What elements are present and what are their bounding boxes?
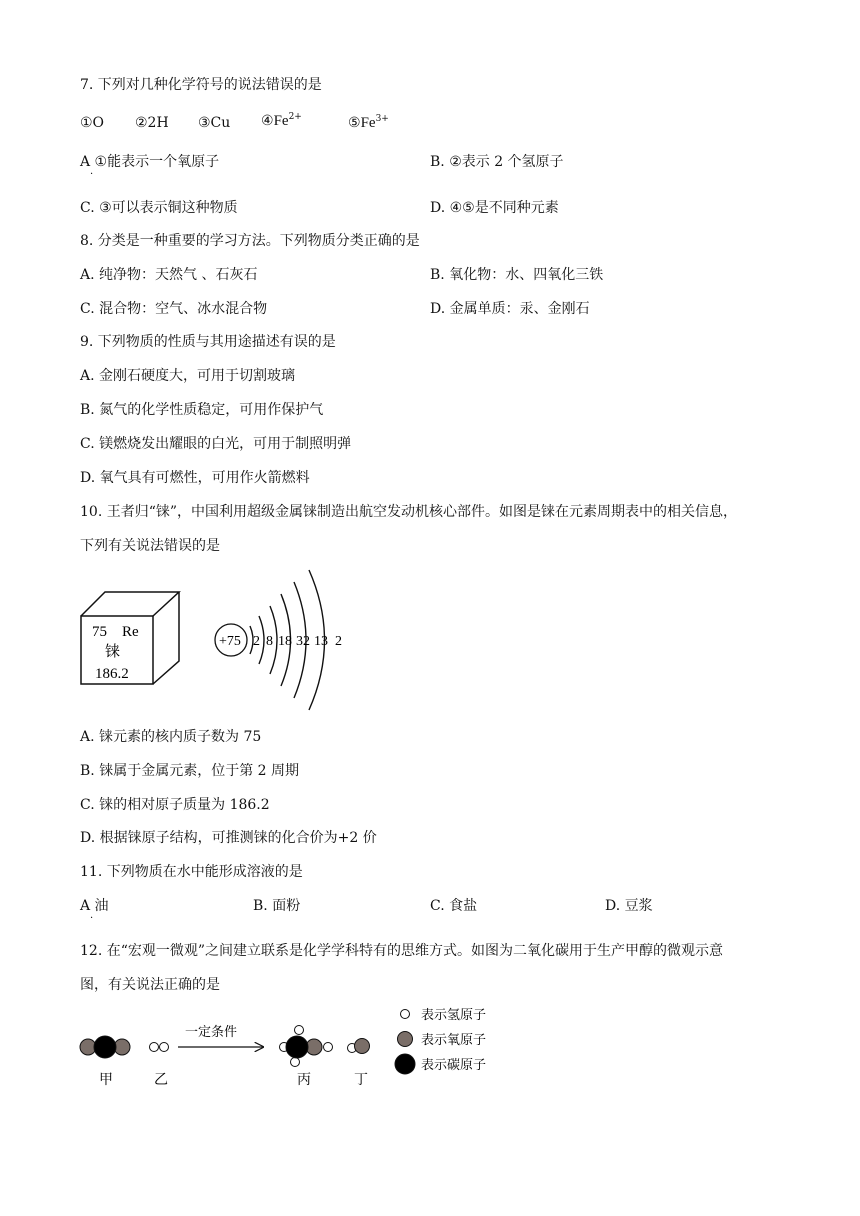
- q8-stem: 8. 分类是一种重要的学习方法。下列物质分类正确的是: [80, 233, 420, 249]
- q10-option-c: C. 铼的相对原子质量为 186.2: [80, 797, 270, 813]
- q7-stem: 7. 下列对几种化学符号的说法错误的是: [80, 77, 322, 93]
- legend-hydrogen-label: 表示氢原子: [421, 1007, 487, 1022]
- molecule-co2: [80, 1036, 130, 1058]
- label-ding: 丁: [354, 1073, 368, 1088]
- q7-option-c: C. ③可以表示铜这种物质: [80, 200, 238, 216]
- q7-symbol-3: ③Cu: [198, 115, 231, 131]
- rhenium-figure: [78, 566, 378, 716]
- q7-symbol-2: ②2H: [135, 115, 169, 131]
- label-jia: 甲: [99, 1073, 113, 1088]
- dot-mark: ·: [90, 913, 94, 924]
- molecule-h2o: [348, 1039, 370, 1054]
- q7-option-a: A ①能表示一个氧原子: [80, 154, 220, 170]
- element-symbol: Re: [122, 624, 139, 640]
- oxygen-atom: [355, 1039, 370, 1054]
- q8-option-d: D. 金属单质：汞、金刚石: [430, 301, 590, 317]
- q9-option-b: B. 氮气的化学性质稳定，可用作保护气: [80, 402, 324, 418]
- molecule-h2: [150, 1043, 169, 1052]
- shell-electrons-2: 8: [266, 634, 273, 649]
- label-bing: 丙: [297, 1073, 311, 1088]
- q8-option-b: B. 氧化物：水、四氧化三铁: [430, 267, 604, 283]
- q9-stem: 9. 下列物质的性质与其用途描述有误的是: [80, 334, 336, 350]
- shell-electrons-4: 32: [296, 634, 310, 649]
- q11-option-a: A 油: [80, 898, 109, 914]
- hydrogen-atom: [160, 1043, 169, 1052]
- hydrogen-atom: [291, 1058, 300, 1067]
- fe3-charge: 3+: [375, 114, 389, 124]
- q9-option-a: A. 金刚石硬度大，可用于切割玻璃: [80, 368, 296, 384]
- q11-stem: 11. 下列物质在水中能形成溶液的是: [80, 864, 303, 880]
- dot-mark: ·: [90, 169, 94, 180]
- q7-symbol-5: $⑤Fe^{3+}$: [348, 114, 389, 131]
- legend-carbon-icon: [395, 1054, 415, 1074]
- q11-option-d: D. 豆浆: [605, 898, 653, 914]
- element-name: 铼: [105, 644, 121, 660]
- hydrogen-atom: [295, 1026, 304, 1035]
- q8-option-c: C. 混合物：空气、冰水混合物: [80, 301, 268, 317]
- q9-option-c: C. 镁燃烧发出耀眼的白光，可用于制照明弹: [80, 436, 352, 452]
- q10-option-b: B. 铼属于金属元素，位于第 2 周期: [80, 763, 299, 779]
- shell-electrons-3: 18: [278, 634, 292, 649]
- q11-option-b: B. 面粉: [253, 898, 301, 914]
- q7-option-b: B. ②表示 2 个氢原子: [430, 154, 564, 170]
- fe2-charge: 2+: [288, 112, 302, 122]
- legend-hydrogen-icon: [401, 1010, 410, 1019]
- legend-oxygen-icon: [398, 1032, 413, 1047]
- carbon-atom: [94, 1036, 116, 1058]
- shell-electrons-1: 2: [253, 634, 260, 649]
- legend-oxygen-label: 表示氧原子: [421, 1032, 487, 1047]
- q12-stem-line2: 图，有关说法正确的是: [80, 977, 220, 993]
- shell-electrons-5: 13: [314, 634, 328, 649]
- q10-option-d: D. 根据铼原子结构，可推测铼的化合价为+2 价: [80, 830, 377, 846]
- element-number: 75: [92, 624, 107, 640]
- q7-symbol-4: $④Fe^{2+}$: [261, 112, 302, 129]
- q8-option-a: A. 纯净物：天然气 、石灰石: [80, 267, 258, 283]
- element-mass: 186.2: [95, 666, 129, 682]
- legend-carbon-label: 表示碳原子: [421, 1057, 487, 1072]
- legend: [395, 1010, 415, 1075]
- q10-option-a: A. 铼元素的核内质子数为 75: [80, 729, 262, 745]
- reaction-condition: 一定条件: [185, 1024, 238, 1039]
- q11-option-c: C. 食盐: [430, 898, 478, 914]
- q10-stem-line2: 下列有关说法错误的是: [80, 538, 220, 554]
- q9-option-d: D. 氧气具有可燃性，可用作火箭燃料: [80, 470, 310, 486]
- label-yi: 乙: [154, 1073, 168, 1088]
- carbon-atom: [286, 1036, 308, 1058]
- reaction-diagram: [75, 1002, 515, 1097]
- shell-electrons-6: 2: [335, 634, 342, 649]
- q12-stem-line1: 12. 在“宏观一微观”之间建立联系是化学学科特有的思维方式。如图为二氧化碳用于生产甲醇的微观示意: [80, 943, 724, 959]
- hydrogen-atom: [150, 1043, 159, 1052]
- q10-stem-line1: 10. 王者归“铼”，中国利用超级金属铼制造出航空发动机核心部件。如图是铼在元素周期表中的相关信息，: [80, 504, 738, 520]
- nucleus-charge: +75: [219, 634, 241, 649]
- q7-option-d: D. ④⑤是不同种元素: [430, 200, 559, 216]
- molecule-ch3oh: [280, 1026, 333, 1067]
- hydrogen-atom: [324, 1043, 333, 1052]
- q7-symbol-1: ①O: [80, 115, 105, 131]
